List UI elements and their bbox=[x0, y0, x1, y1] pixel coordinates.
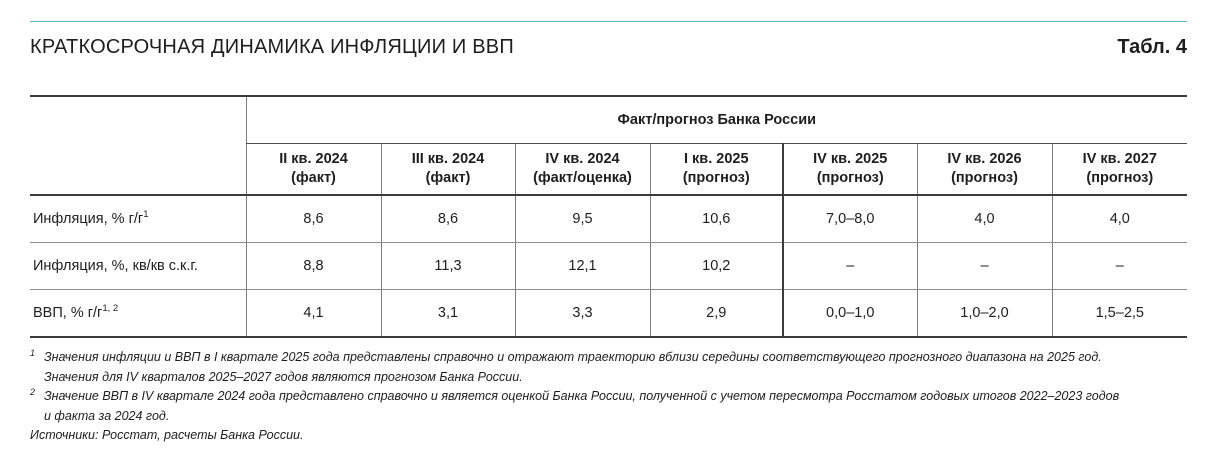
footnotes bbox=[30, 348, 1190, 446]
table-cell: 1,0–2,0 bbox=[917, 290, 1052, 338]
table-cell: 12,1 bbox=[515, 243, 650, 290]
table-row bbox=[30, 195, 1187, 243]
footnote-line: Значения инфляции и ВВП в I квартале 2025 года представлены справочно и отражают траекторию вблизи середины соответствующего прогнозного диапазона на 2025 год. bbox=[44, 350, 1102, 364]
table-cell: 0,0–1,0 bbox=[783, 290, 917, 338]
footnote-line: Значения для IV кварталов 2025–2027 годов являются прогнозом Банка России. bbox=[44, 369, 523, 384]
table-row bbox=[30, 290, 1187, 338]
column-header: III кв. 2024 (факт) bbox=[381, 144, 515, 196]
column-header: IV кв. 2024 (факт/оценка) bbox=[515, 144, 650, 196]
table-cell: – bbox=[783, 243, 917, 290]
table-cell: 4,0 bbox=[917, 195, 1052, 243]
header-empty-cell bbox=[30, 144, 246, 196]
table-cell: 11,3 bbox=[381, 243, 515, 290]
top-accent-rule bbox=[30, 21, 1187, 22]
table-cell: 8,6 bbox=[381, 195, 515, 243]
table-cell: – bbox=[917, 243, 1052, 290]
footnote-2 bbox=[30, 387, 1190, 426]
column-header: II кв. 2024 (факт) bbox=[246, 144, 381, 196]
row-label: Инфляция, % $г/г^1$ bbox=[30, 195, 246, 243]
footnote-number: 1 bbox=[30, 348, 36, 358]
table-cell: 10,2 bbox=[650, 243, 783, 290]
table-row bbox=[30, 243, 1187, 290]
table-number: Табл. 4 bbox=[1117, 36, 1187, 58]
table-cell: – bbox=[1052, 243, 1187, 290]
table-cell: 4,1 bbox=[246, 290, 381, 338]
column-header: I кв. 2025 (прогноз) bbox=[650, 144, 783, 196]
table-title: КРАТКОСРОЧНАЯ ДИНАМИКА ИНФЛЯЦИИ И ВВП bbox=[30, 36, 514, 58]
table-cell: 3,3 bbox=[515, 290, 650, 338]
table-cell: 8,8 bbox=[246, 243, 381, 290]
group-header: Факт/прогноз Банка России bbox=[246, 96, 1187, 144]
column-header: IV кв. 2025 (прогноз) bbox=[783, 144, 917, 196]
footnote-line: Значение ВВП в IV квартале 2024 года представлено справочно и является оценкой Банка России, полученной с учетом пересмотра Росстатом годовых итогов 2022–2023 годов bbox=[44, 389, 1120, 403]
header-corner-cell bbox=[30, 96, 246, 144]
table-cell: 10,6 bbox=[650, 195, 783, 243]
table-cell: 2,9 bbox=[650, 290, 783, 338]
column-header: IV кв. 2027 (прогноз) bbox=[1052, 144, 1187, 196]
table-cell: 3,1 bbox=[381, 290, 515, 338]
sources-note: Источники: Росстат, расчеты Банка России. bbox=[30, 428, 304, 442]
footnote-1 bbox=[30, 348, 1190, 387]
row-label: Инфляция, %, кв/кв с.к.г. bbox=[30, 243, 246, 290]
table-cell: 1,5–2,5 bbox=[1052, 290, 1187, 338]
inflation-gdp-table bbox=[30, 95, 1187, 338]
table-cell: 8,6 bbox=[246, 195, 381, 243]
row-label: ВВП, % $г/г^{1, 2}$ bbox=[30, 290, 246, 338]
table-cell: 4,0 bbox=[1052, 195, 1187, 243]
footnote-number: 2 bbox=[30, 387, 36, 397]
table-cell: 7,0–8,0 bbox=[783, 195, 917, 243]
column-header: IV кв. 2026 (прогноз) bbox=[917, 144, 1052, 196]
footnote-line: и факта за 2024 год. bbox=[44, 408, 170, 423]
table-cell: 9,5 bbox=[515, 195, 650, 243]
